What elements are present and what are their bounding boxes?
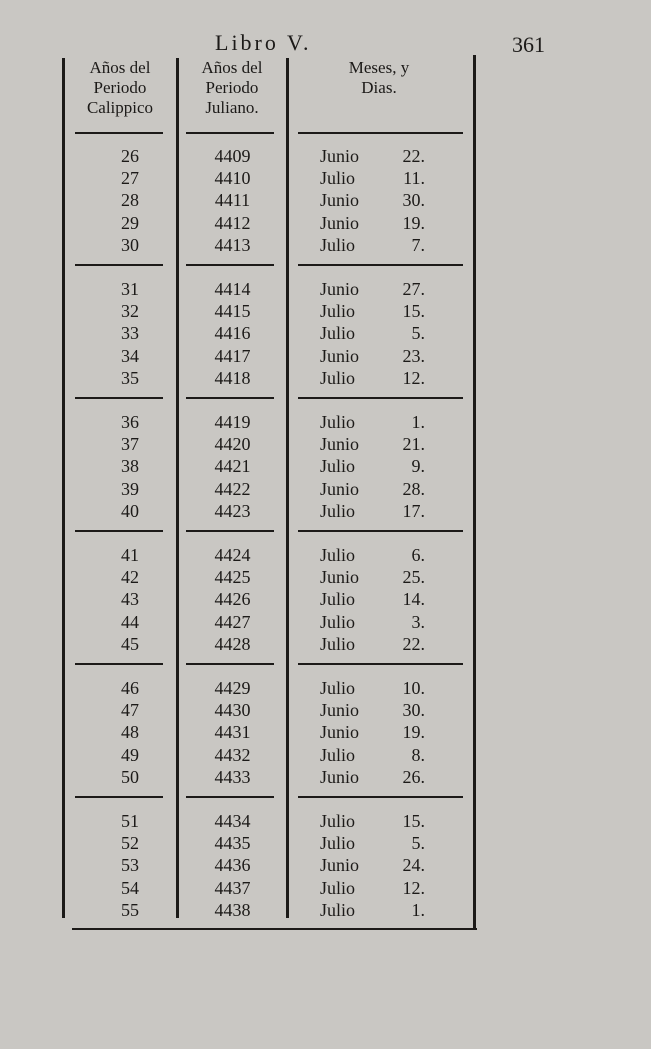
table-cell-month: Julio [320, 899, 356, 920]
table-cell-calippic: 28 [121, 190, 139, 211]
table-cell-month: Julio [320, 633, 356, 654]
table-cell-day: 15. [402, 811, 425, 831]
table-cell-calippic: 39 [121, 478, 139, 499]
table-cell-month: Junio [320, 190, 360, 211]
table-cell-month: Junio [320, 700, 360, 721]
table-cell-day: 27. [402, 279, 425, 299]
table-cell-calippic: 29 [121, 212, 139, 233]
table-cell-calippic: 35 [121, 367, 139, 388]
table-cell-month: Julio [320, 456, 356, 477]
table-cell-calippic: 43 [121, 589, 139, 610]
table-cell-day: 1. [411, 899, 425, 920]
table-cell-julian: 4428 [214, 633, 251, 654]
group-divider [75, 530, 163, 532]
table-cell-julian: 4423 [214, 500, 251, 521]
table-cell-calippic: 46 [121, 678, 139, 698]
table-cell-julian: 4415 [214, 301, 251, 322]
table-cell-julian: 4431 [214, 722, 251, 743]
table-cell-calippic: 42 [121, 567, 139, 588]
table-cell-julian: 4417 [214, 345, 251, 366]
table-cell-julian: 4422 [214, 478, 251, 499]
column-divider-2 [286, 58, 289, 918]
table-cell-calippic: 51 [121, 811, 139, 831]
table-cell-day: 30. [402, 700, 425, 721]
group-divider [186, 663, 274, 665]
header-julian: Años del Periodo Juliano. [201, 58, 263, 117]
group-divider [298, 264, 463, 266]
table-cell-day: 5. [411, 323, 425, 344]
table-cell-calippic: 54 [121, 877, 139, 898]
table-cell-julian: 4438 [214, 899, 251, 920]
group-divider [75, 264, 163, 266]
table-cell-day: 6. [411, 545, 425, 565]
table-cell-calippic: 32 [121, 301, 139, 322]
table-cell-calippic: 40 [121, 500, 139, 521]
group-divider [75, 397, 163, 399]
table-cell-month: Julio [320, 301, 356, 322]
table-cell-julian: 4434 [214, 811, 251, 831]
table-cell-month: Junio [320, 434, 360, 455]
table-cell-day: 30. [402, 190, 425, 211]
table-cell-calippic: 26 [121, 146, 139, 166]
table-cell-calippic: 49 [121, 744, 139, 765]
table-cell-day: 3. [411, 611, 425, 632]
table-cell-julian: 4436 [214, 855, 251, 876]
table-cell-month: Julio [320, 611, 356, 632]
table-cell-month: Julio [320, 412, 356, 432]
table-cell-month: Julio [320, 877, 356, 898]
table-cell-month: Julio [320, 811, 356, 831]
table-cell-calippic: 55 [121, 899, 139, 920]
table-cell-julian: 4416 [214, 323, 251, 344]
group-divider [75, 796, 163, 798]
table-cell-month: Junio [320, 855, 360, 876]
table-cell-month: Junio [320, 766, 360, 787]
group-divider [75, 663, 163, 665]
table-cell-day: 12. [402, 877, 425, 898]
table-cell-calippic: 47 [121, 700, 139, 721]
table-cell-day: 15. [402, 301, 425, 322]
table-cell-day: 26. [402, 766, 425, 787]
group-divider [186, 132, 274, 134]
table-cell-calippic: 44 [121, 611, 139, 632]
table-cell-calippic: 27 [121, 168, 139, 189]
table-cell-julian: 4432 [214, 744, 251, 765]
table-cell-day: 17. [402, 500, 425, 521]
page-number: 361 [512, 32, 545, 57]
table-cell-day: 22. [402, 633, 425, 654]
table-cell-julian: 4435 [214, 833, 251, 854]
table-cell-month: Julio [320, 323, 356, 344]
table-cell-day: 28. [402, 478, 425, 499]
table-cell-day: 19. [402, 722, 425, 743]
table-cell-calippic: 48 [121, 722, 139, 743]
table-cell-day: 24. [402, 855, 425, 876]
table-cell-month: Junio [320, 212, 360, 233]
group-divider [298, 397, 463, 399]
table-cell-calippic: 41 [121, 545, 139, 565]
table-cell-month: Junio [320, 722, 360, 743]
group-divider [298, 132, 463, 134]
group-divider [298, 663, 463, 665]
table-cell-month: Julio [320, 367, 356, 388]
table-cell-day: 22. [402, 146, 425, 166]
table-cell-day: 10. [402, 678, 425, 698]
table-bottom-border [72, 928, 477, 930]
table-cell-month: Julio [320, 678, 356, 698]
table-cell-julian: 4421 [214, 456, 251, 477]
table-cell-day: 19. [402, 212, 425, 233]
group-divider [298, 796, 463, 798]
table-cell-julian: 4411 [214, 190, 251, 211]
table-cell-julian: 4420 [214, 434, 251, 455]
table-cell-calippic: 45 [121, 633, 139, 654]
table-cell-calippic: 36 [121, 412, 139, 432]
table-cell-month: Julio [320, 744, 356, 765]
table-cell-julian: 4419 [214, 412, 251, 432]
column-divider-1 [176, 58, 179, 918]
table-cell-calippic: 38 [121, 456, 139, 477]
table-cell-day: 14. [402, 589, 425, 610]
header-calippic: Años del Periodo Calippico [86, 58, 154, 117]
group-divider [186, 264, 274, 266]
table-cell-month: Junio [320, 345, 360, 366]
table-cell-calippic: 52 [121, 833, 139, 854]
table-cell-calippic: 50 [121, 766, 139, 787]
group-divider [186, 397, 274, 399]
table-cell-month: Julio [320, 500, 356, 521]
table-cell-julian: 4433 [214, 766, 251, 787]
table-cell-month: Julio [320, 545, 356, 565]
table-cell-day: 25. [402, 567, 425, 588]
table-cell-day: 11. [403, 168, 425, 189]
table-cell-month: Junio [320, 478, 360, 499]
table-cell-julian: 4425 [214, 567, 251, 588]
group-divider [186, 796, 274, 798]
table-cell-julian: 4429 [214, 678, 251, 698]
table-cell-day: 8. [411, 744, 425, 765]
table-cell-day: 5. [411, 833, 425, 854]
table-cell-julian: 4427 [214, 611, 251, 632]
table-cell-julian: 4418 [214, 367, 251, 388]
table-right-border [473, 55, 476, 930]
table-cell-month: Julio [320, 833, 356, 854]
table-cell-month: Julio [320, 234, 356, 255]
table-cell-day: 12. [402, 367, 425, 388]
table-cell-month: Junio [320, 146, 360, 166]
table-cell-day: 1. [411, 412, 425, 432]
table-cell-calippic: 30 [121, 234, 139, 255]
table-cell-julian: 4430 [214, 700, 251, 721]
table-cell-month: Julio [320, 589, 356, 610]
table-cell-month: Junio [320, 279, 360, 299]
table-cell-julian: 4424 [214, 545, 251, 565]
table-cell-calippic: 53 [121, 855, 139, 876]
running-title: Libro V. [215, 30, 312, 55]
table-cell-month: Julio [320, 168, 356, 189]
table-cell-calippic: 31 [121, 279, 139, 299]
group-divider [186, 530, 274, 532]
table-cell-calippic: 34 [121, 345, 139, 366]
table-left-border [62, 58, 65, 918]
table-cell-julian: 4414 [214, 279, 251, 299]
table-cell-julian: 4426 [214, 589, 251, 610]
table-cell-julian: 4409 [214, 146, 251, 166]
table-cell-day: 7. [411, 234, 425, 255]
table-cell-calippic: 37 [121, 434, 139, 455]
table-cell-day: 9. [411, 456, 425, 477]
table-cell-day: 21. [402, 434, 425, 455]
table-cell-julian: 4413 [214, 234, 251, 255]
table-cell-julian: 4412 [214, 212, 251, 233]
table-cell-month: Junio [320, 567, 360, 588]
group-divider [75, 132, 163, 134]
table-cell-day: 23. [402, 345, 425, 366]
table-cell-julian: 4410 [214, 168, 251, 189]
group-divider [298, 530, 463, 532]
table-cell-julian: 4437 [214, 877, 251, 898]
header-months-days: Meses, y Dias. [348, 58, 410, 97]
table-cell-calippic: 33 [121, 323, 139, 344]
